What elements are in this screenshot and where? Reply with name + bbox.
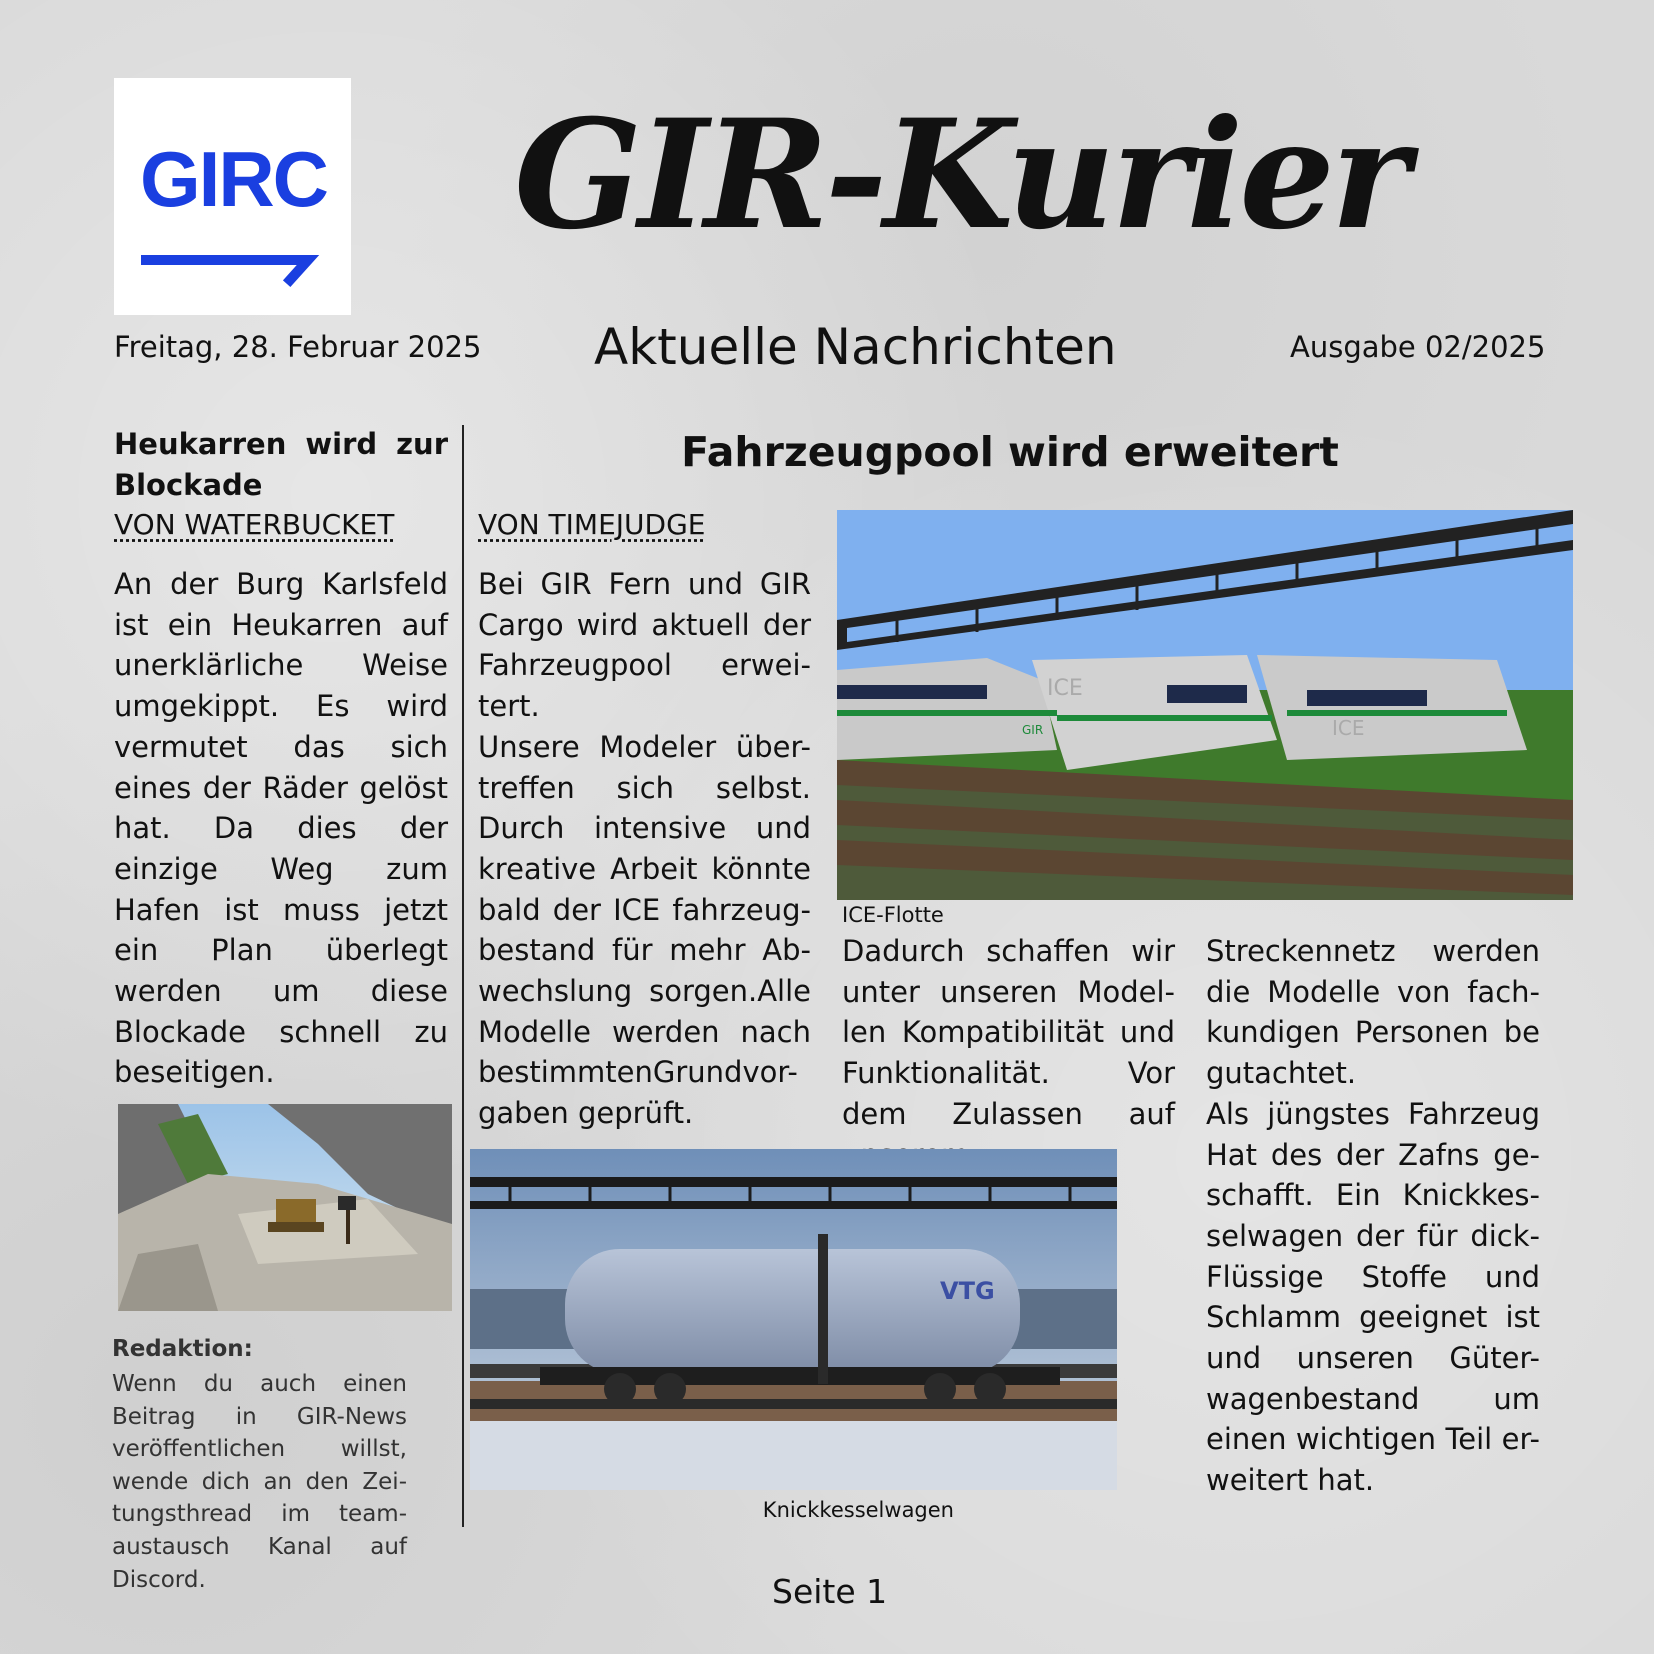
main-article-column-2: Dadurch schaffen wir unter unseren Model-len Kompatibilität und Funktionalität. Vor dem Zulassen auf (842, 934, 1175, 1131)
main-article-headline: Fahrzeugpool wird erweitert (681, 428, 1339, 476)
logo-text: GIRC (140, 135, 327, 223)
girc-logo (114, 78, 351, 315)
left-article-body: An der Burg Karlsfeld ist ein Heukarren auf unerklärliche Weise umgekippt. Es wird vermutet das sich eines der Räder gelöst hat. Da dies der einzige Weg zum Hafen ist muss jetzt ein Plan überlegt werden um diese Blockade schnell zu beseitigen. (114, 567, 448, 1090)
editorial-body: Wenn du auch einen Beitrag in GIR-News veröffentlichen willst, wende dich an den Zei-tungsthread im team-austausch Kanal auf Discord. (112, 1371, 407, 1593)
issue-date: Freitag, 28. Februar 2025 (114, 330, 482, 364)
main-article-column-1-text: Bei GIR Fern und GIR Cargo wird aktuell der Fahrzeugpool erwei-tert. Unsere Modeler über-treffen sich selbst. Durch intensive und kreative Arbeit könnte bald der ICE fahrzeug-bestand für mehr Ab-wechslung sorgen.Alle Modelle werden nach bestimmtenGrundvor-gaben geprüft. (478, 567, 811, 1131)
left-article-byline[interactable]: VON WATERBUCKET (114, 508, 395, 541)
tank-wagon-caption: Knickkesselwagen (762, 1498, 954, 1522)
main-article-column-3-text: Streckennetz werden die Modelle von fach-kundigen Personen be gutachtet. Als jüngstes Fahrzeug Hat des der Zafns ge-schafft. Ein Knickkes-selwagen der für dick-Flüssige Stoffe und Schlamm geeignet ist und unseren Güter-wagenbestand um einen wichtigen Teil er-weitert hat. (1206, 934, 1540, 1498)
ice-fleet-photo (837, 510, 1573, 900)
train-label-1: GIR (1022, 723, 1044, 737)
hay-cart-photo (118, 1104, 452, 1311)
left-article-headline: Heukarren wird zur Blockade (114, 427, 448, 502)
main-article-column-1 (478, 564, 811, 1134)
editorial-title: Redaktion: (112, 1336, 253, 1362)
ice-fleet-caption: ICE-Flotte (842, 903, 944, 927)
main-article-column-3 (1206, 931, 1540, 1501)
train-label-2: ICE (1047, 676, 1083, 701)
section-title: Aktuelle Nachrichten (594, 318, 1117, 376)
main-article-byline[interactable]: VON TIMEJUDGE (478, 508, 706, 541)
vtg-label: VTG (940, 1277, 995, 1305)
page-number: Seite 1 (772, 1572, 888, 1611)
column-divider (462, 425, 464, 1527)
train-label-3: ICE (1332, 716, 1365, 740)
newspaper-title: GIR-Kurier (514, 87, 1406, 263)
issue-number: Ausgabe 02/2025 (1290, 330, 1546, 364)
tank-wagon-photo (470, 1149, 1117, 1490)
logo-arrow-icon (140, 218, 440, 338)
